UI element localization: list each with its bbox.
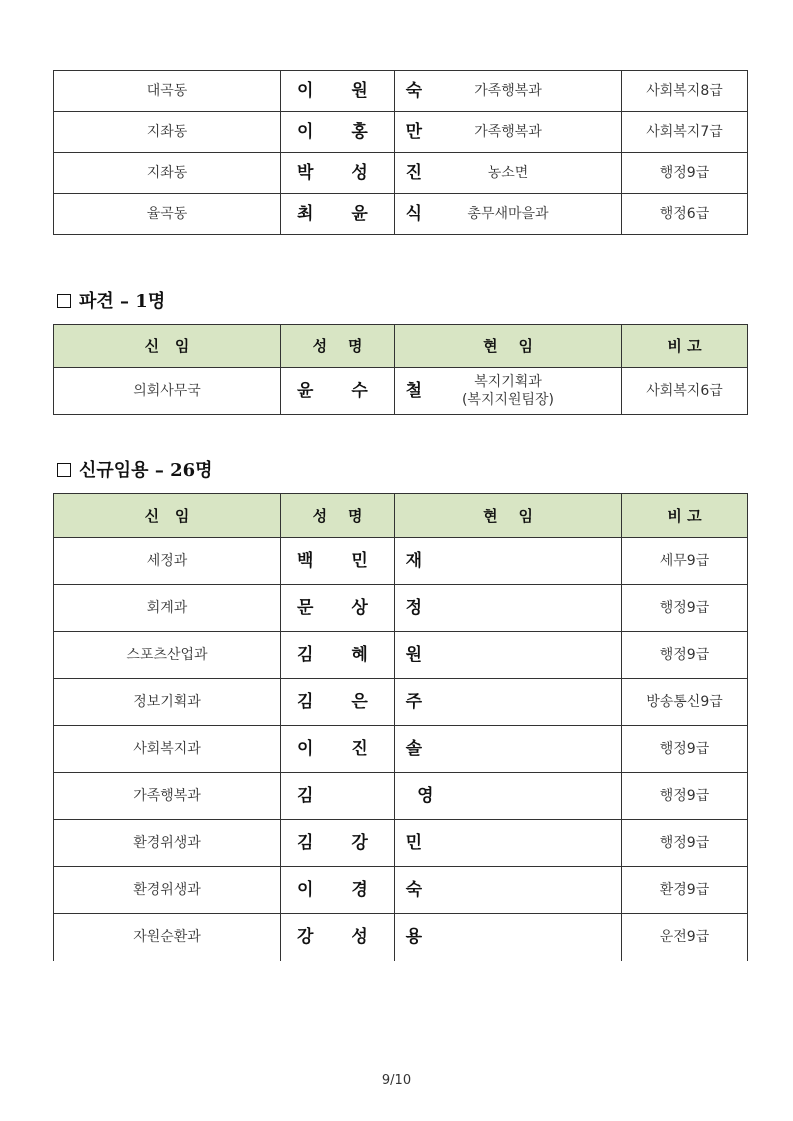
person-name: 김 은 주 — [297, 691, 439, 712]
current-post-cell: 총무새마을과 — [395, 194, 622, 235]
table-row — [54, 679, 748, 726]
table-row — [54, 585, 748, 632]
table-row — [54, 632, 748, 679]
dept-cell: 스포츠산업과 — [54, 632, 281, 679]
name-cell — [281, 867, 439, 914]
checkbox-square-icon — [57, 294, 71, 308]
dept-cell: 율곡동 — [54, 194, 281, 235]
name-cell — [281, 773, 450, 820]
note-cell: 행정9급 — [622, 773, 748, 820]
section-title-text: 신규임용 – 26명 — [79, 460, 213, 481]
note-cell: 사회복지6급 — [622, 368, 748, 415]
dept-cell: 대곡동 — [54, 71, 281, 112]
current-post-cell: 가족행복과 — [395, 112, 622, 153]
column-header-name: 성 명 — [281, 325, 395, 368]
dept-cell: 의회사무국 — [54, 368, 281, 415]
note-cell: 방송통신9급 — [622, 679, 748, 726]
table-row — [54, 112, 748, 153]
column-header-new-post: 신 임 — [54, 325, 281, 368]
name-cell — [281, 368, 439, 415]
name-cell — [281, 632, 439, 679]
table-row — [54, 773, 748, 820]
checkbox-square-icon — [57, 463, 71, 477]
dept-cell: 환경위생과 — [54, 867, 281, 914]
appointment-table-continued — [53, 70, 748, 235]
name-cell — [281, 585, 439, 632]
page-number: 9/10 — [381, 1073, 412, 1088]
person-name: 문 상 정 — [297, 597, 439, 618]
note-cell: 행정6급 — [622, 194, 748, 235]
name-cell — [281, 679, 439, 726]
person-name: 김 강 민 — [297, 832, 439, 853]
current-post-cell: 가족행복과 — [395, 71, 622, 112]
name-cell — [281, 820, 439, 867]
note-cell: 환경9급 — [622, 867, 748, 914]
dept-cell: 정보기획과 — [54, 679, 281, 726]
person-name: 이 홍 만 — [297, 121, 439, 142]
dispatch-table — [53, 324, 748, 415]
section-title-text: 파견 – 1명 — [79, 291, 166, 312]
current-post-line1: 복지기획과 — [474, 374, 542, 390]
person-name: 이 진 솔 — [297, 738, 439, 759]
dept-cell: 회계과 — [54, 585, 281, 632]
person-name: 최 윤 식 — [297, 203, 439, 224]
person-name: 이 원 숙 — [297, 80, 439, 101]
person-name: 김 영 — [297, 785, 450, 806]
dept-cell: 가족행복과 — [54, 773, 281, 820]
dept-cell: 지좌동 — [54, 153, 281, 194]
column-header-current-post: 현 임 — [395, 325, 622, 368]
table-row — [54, 914, 748, 961]
note-cell: 운전9급 — [622, 914, 748, 961]
note-cell: 세무9급 — [622, 538, 748, 585]
note-cell: 행정9급 — [622, 585, 748, 632]
person-name: 윤 수 철 — [297, 380, 439, 401]
person-name: 백 민 재 — [297, 550, 439, 571]
table-row — [54, 820, 748, 867]
dept-cell: 자원순환과 — [54, 914, 281, 961]
name-cell — [281, 726, 439, 773]
table-row — [54, 71, 748, 112]
name-cell — [281, 538, 439, 585]
table-row — [54, 867, 748, 914]
dept-cell: 세정과 — [54, 538, 281, 585]
table-row — [54, 194, 748, 235]
table-row — [54, 153, 748, 194]
dept-cell: 지좌동 — [54, 112, 281, 153]
name-cell — [281, 153, 439, 194]
dept-cell: 사회복지과 — [54, 726, 281, 773]
note-cell: 사회복지7급 — [622, 112, 748, 153]
column-header-note: 비 고 — [622, 325, 748, 368]
person-name: 박 성 진 — [297, 162, 439, 183]
name-cell — [281, 112, 439, 153]
person-name: 강 성 용 — [297, 926, 439, 947]
name-cell — [281, 194, 439, 235]
name-cell — [281, 914, 439, 961]
new-hires-table — [53, 493, 748, 961]
column-header-new-post: 신 임 — [54, 494, 281, 538]
current-post-line2: (복지지원팀장) — [461, 392, 555, 408]
table-header-row — [54, 494, 748, 538]
section-title-dispatch — [57, 287, 165, 313]
note-cell: 행정9급 — [622, 726, 748, 773]
person-name: 김 혜 원 — [297, 644, 439, 665]
current-post-cell: 농소면 — [395, 153, 622, 194]
dept-cell: 환경위생과 — [54, 820, 281, 867]
column-header-current-post: 현 임 — [395, 494, 622, 538]
note-cell: 행정9급 — [622, 632, 748, 679]
note-cell: 사회복지8급 — [622, 71, 748, 112]
column-header-name: 성 명 — [281, 494, 395, 538]
person-name: 이 경 숙 — [297, 879, 439, 900]
name-cell — [281, 71, 439, 112]
table-row — [54, 368, 748, 415]
section-title-new-hires — [57, 456, 213, 482]
note-cell: 행정9급 — [622, 153, 748, 194]
note-cell: 행정9급 — [622, 820, 748, 867]
table-header-row — [54, 325, 748, 368]
column-header-note: 비 고 — [622, 494, 748, 538]
table-row — [54, 538, 748, 585]
table-row — [54, 726, 748, 773]
